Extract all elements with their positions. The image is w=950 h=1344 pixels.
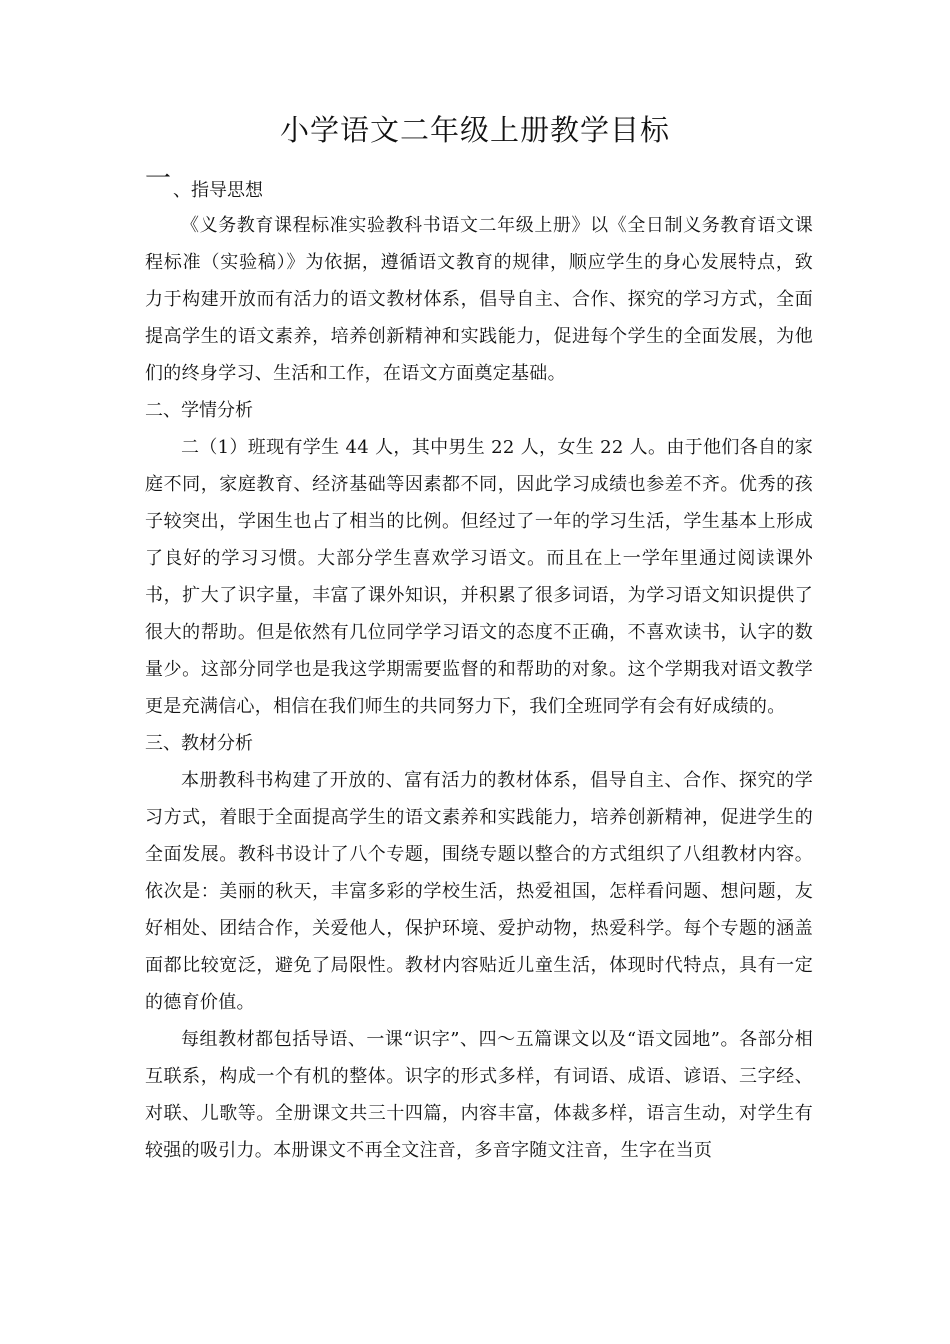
paragraph: 每组教材都包括导语、一课“识字”、四～五篇课文以及“语文园地”。各部分相互联系，构成一个有机的整体。识字的形式多样，有词语、成语、谚语、三字经、对联、儿歌等。全册课文共三十四篇，内容丰富，体裁多样，语言生动，对学生有较强的吸引力。本册课文不再全文注音，多音字随文注音，生字在当页 (145, 1029, 813, 1161)
paragraph: 二（1）班现有学生 44 人，其中男生 22 人，女生 22 人。由于他们各自的家庭不同，家庭教育、经济基础等因素都不同，因此学习成绩也参差不齐。优秀的孩子较突出，学困生也占了相当的比例。但经过了一年的学习生活，学生基本上形成了良好的学习习惯。大部分学生喜欢学习语文。而且在上一学年里通过阅读课外书，扩大了识字量，丰富了课外知识，并积累了很多词语，为学习语文知识提供了很大的帮助。但是依然有几位同学学习语文的态度不正确，不喜欢读书，认字的数量少。这部分同学也是我这学期需要监督的和帮助的对象。这个学期我对语文教学更是充满信心，相信在我们师生的共同努力下，我们全班同学有会有好成绩的。 (145, 437, 813, 717)
section-heading-student-analysis: 二、学情分析 (145, 400, 253, 421)
section-number: 一 (145, 164, 172, 194)
paragraph: 《义务教育课程标准实验教科书语文二年级上册》以《全日制义务教育语文课程标准（实验稿）》为依据，遵循语文教育的规律，顺应学生的身心发展特点，致力于构建开放而有活力的语文教材体系，倡导自主、合作、探究的学习方式，全面提高学生的语文素养，培养创新精神和实践能力，促进每个学生的全面发展，为他们的终身学习、生活和工作，在语文方面奠定基础。 (145, 215, 813, 384)
document-title: 小学语文二年级上册教学目标 (279, 113, 670, 147)
section-heading-guiding-thought (145, 164, 813, 207)
paragraph: 本册教科书构建了开放的、富有活力的教材体系，倡导自主、合作、探究的学习方式，着眼于全面提高学生的语文素养和实践能力，培养创新精神，促进学生的全面发展。教科书设计了八个专题，围绕专题以整合的方式组织了八组教材内容。依次是：美丽的秋天，丰富多彩的学校生活，热爱祖国，怎样看问题、想问题，友好相处、团结合作，关爱他人，保护环境、爱护动物，热爱科学。每个专题的涵盖面都比较宽泛，避免了局限性。教材内容贴近儿童生活，体现时代特点，具有一定的德育价值。 (145, 770, 813, 1013)
section-heading-textbook-analysis: 三、教材分析 (145, 733, 253, 754)
section-heading-text: 、指导思想 (173, 180, 264, 201)
document-body (145, 164, 813, 1169)
